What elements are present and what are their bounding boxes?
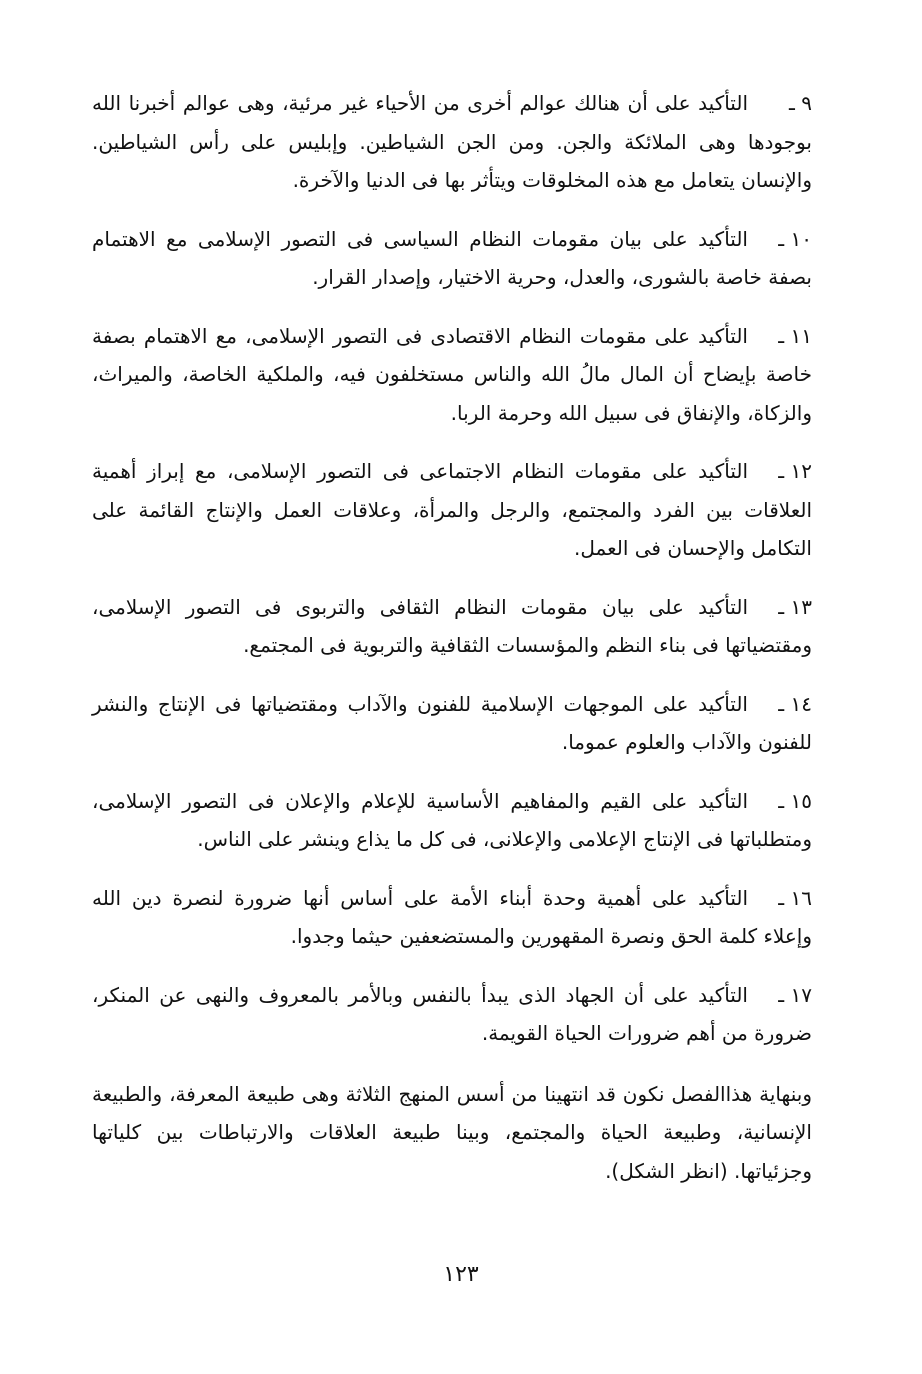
page-number: ١٢٣: [443, 1262, 479, 1287]
item-text: التأكيد على أهمية وحدة أبناء الأمة على أساس أنها ضرورة لنصرة دين الله وإعلاء كلمة الحق ونصرة المقهورين والمستضعفين حيثما وجدوا.: [92, 885, 812, 948]
item-number: ٩ ـ: [789, 91, 812, 115]
item-number: ١٧ ـ: [778, 982, 812, 1007]
item-number: ١٤ ـ: [778, 691, 812, 716]
list-item: [92, 84, 812, 200]
item-text: التأكيد على مقومات النظام الاقتصادى فى التصور الإسلامى، مع الاهتمام بصفة خاصة بإيضاح أن المال مالُ الله والناس مستخلفون فيه، والملكية الخاصة، والميراث، والزكاة، والإنفاق فى سبيل الله وحرمة الربا.: [92, 323, 812, 425]
item-number: ١٠ ـ: [778, 226, 812, 251]
item-text: التأكيد على أن هنالك عوالم أخرى من الأحياء غير مرئية، وهى عوالم أخبرنا الله بوجودها وهى الملائكة والجن. ومن الجن الشياطين. وإبليس على رأس الشياطين. والإنسان يتعامل مع هذه المخلوقات ويتأثر بها فى الدنيا والآخرة.: [92, 91, 812, 192]
list-item: [92, 317, 812, 433]
item-text: التأكيد على بيان مقومات النظام السياسى فى التصور الإسلامى مع الاهتمام بصفة خاصة بالشورى، والعدل، وحرية الاختيار، وإصدار القرار.: [92, 226, 812, 289]
item-number: ١٦ ـ: [778, 885, 812, 910]
item-text: التأكيد على بيان مقومات النظام الثقافى والتربوى فى التصور الإسلامى، ومقتضياتها فى بناء النظم والمؤسسات الثقافية والتربوية فى المجتمع.: [92, 594, 812, 657]
list-item: [92, 685, 812, 762]
list-item: [92, 976, 812, 1053]
closing-paragraph: وبنهاية هذاالفصل نكون قد انتهينا من أسس المنهج الثلاثة وهى طبيعة المعرفة، والطبيعة الإنسانية، وطبيعة الحياة والمجتمع، وبينا طبيعة العلاقات والارتباطات بين كلياتها وجزئياتها. (انظر الشكل).: [92, 1081, 812, 1183]
item-number: ١١ ـ: [778, 323, 812, 348]
item-number: ١٥ ـ: [778, 788, 812, 813]
item-text: التأكيد على مقومات النظام الاجتماعى فى التصور الإسلامى، مع إبراز أهمية العلاقات بين الفرد والمجتمع، والرجل والمرأة، وعلاقات العمل والإنتاج القائمة على التكامل والإحسان فى العمل.: [92, 459, 812, 560]
item-number: ١٣ ـ: [778, 594, 812, 619]
list-item: [92, 588, 812, 665]
page-content: [92, 84, 812, 1190]
item-text: التأكيد على القيم والمفاهيم الأساسية للإعلام والإعلان فى التصور الإسلامى، ومتطلباتها فى الإنتاج الإعلامى والإعلانى، فى كل ما يذاع وينشر على الناس.: [92, 788, 812, 851]
list-item: [92, 879, 812, 956]
list-item: [92, 220, 812, 297]
item-text: التأكيد على أن الجهاد الذى يبدأ بالنفس وبالأمر بالمعروف والنهى عن المنكر، ضرورة من أهم ضرورات الحياة القويمة.: [92, 982, 812, 1045]
list-item: [92, 452, 812, 568]
item-text: التأكيد على الموجهات الإسلامية للفنون والآداب ومقتضياتها فى الإنتاج والنشر للفنون والآداب والعلوم عموما.: [92, 691, 812, 754]
item-number: ١٢ ـ: [778, 459, 812, 483]
list-item: [92, 782, 812, 859]
